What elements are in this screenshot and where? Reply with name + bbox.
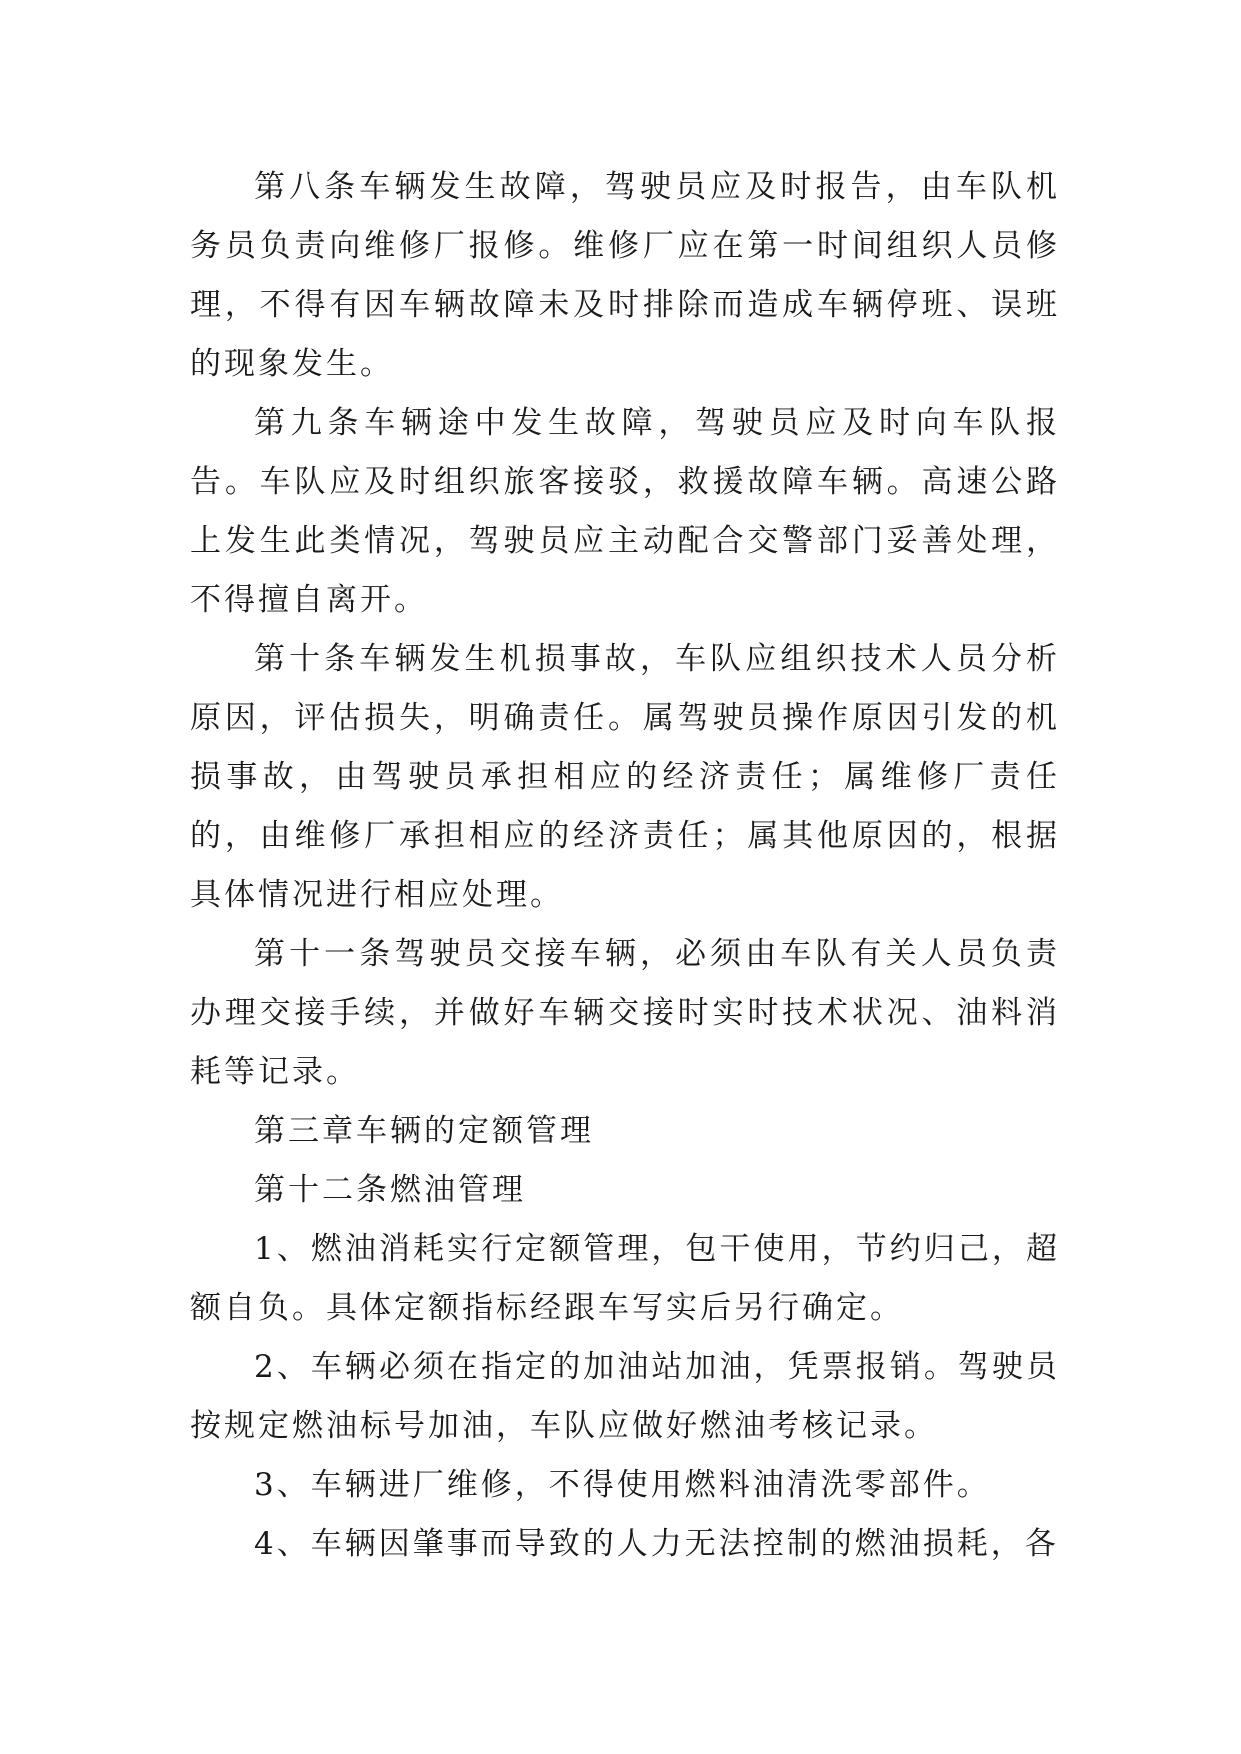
- list-item-fuel-1: 1、燃油消耗实行定额管理，包干使用，节约归己，超额自负。具体定额指标经跟车写实后另行确定。: [190, 1231, 1060, 1326]
- paragraph-article-11: 第十一条驾驶员交接车辆，必须由车队有关人员负责办理交接手续，并做好车辆交接时实时技术状况、油料消耗等记录。: [190, 936, 1060, 1090]
- paragraph-article-8: 第八条车辆发生故障，驾驶员应及时报告，由车队机务员负责向维修厂报修。维修厂应在第一时间组织人员修理，不得有因车辆故障未及时排除而造成车辆停班、误班的现象发生。: [190, 169, 1060, 382]
- chapter-heading: 第三章车辆的定额管理: [254, 1113, 594, 1149]
- paragraph-article-9: 第九条车辆途中发生故障，驾驶员应及时向车队报告。车队应及时组织旅客接驳，救援故障车辆。高速公路上发生此类情况，驾驶员应主动配合交警部门妥善处理，不得擅自离开。: [190, 405, 1060, 618]
- list-item-fuel-4: 4、车辆因肇事而导致的人力无法控制的燃油损耗，各: [254, 1526, 1059, 1562]
- document-body: [190, 158, 1060, 1574]
- article-heading-fuel: 第十二条燃油管理: [254, 1172, 526, 1208]
- list-item-fuel-3: 3、车辆进厂维修，不得使用燃料油清洗零部件。: [254, 1467, 991, 1503]
- list-item-fuel-2: 2、车辆必须在指定的加油站加油，凭票报销。驾驶员按规定燃油标号加油，车队应做好燃油考核记录。: [190, 1349, 1060, 1444]
- paragraph-article-10: 第十条车辆发生机损事故，车队应组织技术人员分析原因，评估损失，明确责任。属驾驶员操作原因引发的机损事故，由驾驶员承担相应的经济责任；属维修厂责任的，由维修厂承担相应的经济责任；属其他原因的，根据具体情况进行相应处理。: [190, 641, 1060, 913]
